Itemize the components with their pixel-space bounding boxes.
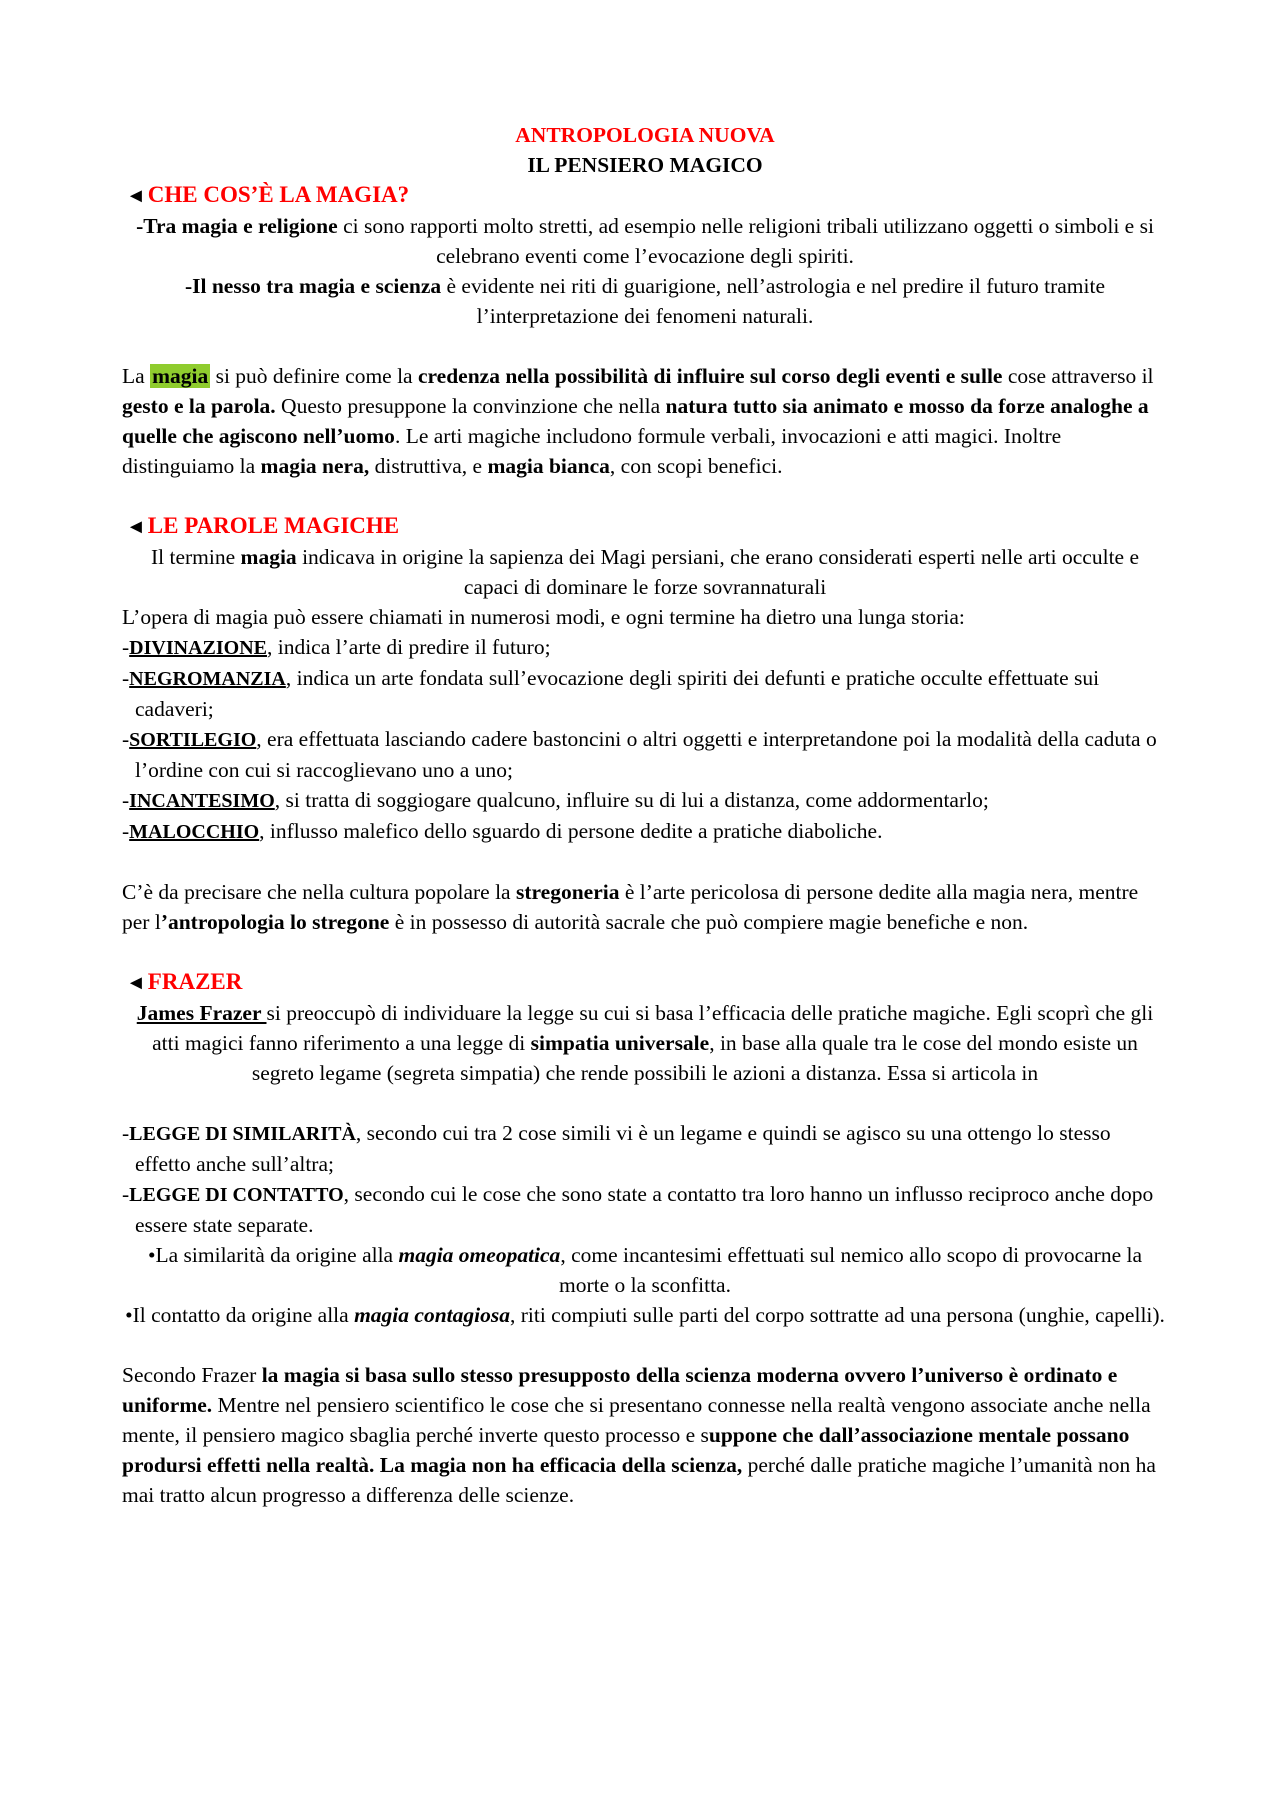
paragraph-termine-magia: Il termine magia indicava in origine la sapienza dei Magi persiani, che erano considerati esperti nelle arti occulte e capaci di dominare le forze sovrannaturali [150, 545, 1140, 599]
list-item-legge-similarita: -LEGGE DI SIMILARITÀ, secondo cui tra 2 cose simili vi è un legame e quindi se agisco su una ottengo lo stesso effetto anche sull’altra; [122, 1121, 1111, 1176]
section-heading-frazer: ◄FRAZER [126, 967, 1168, 998]
section-heading-parole-magiche: ◄LE PAROLE MAGICHE [126, 511, 1168, 542]
bullet-magia-contagiosa: •Il contatto da origine alla magia contagiosa, riti compiuti sulle parti del corpo sottratte ad una persona (unghie, capelli). [125, 1303, 1165, 1327]
list-item-divinazione: -DIVINAZIONE, indica l’arte di predire il futuro; [122, 635, 551, 659]
left-triangle-icon: ◄ [126, 516, 146, 538]
document-body [122, 120, 1168, 1510]
list-item-incantesimo: -INCANTESIMO, si tratta di soggiogare qualcuno, influire su di lui a distanza, come addormentarlo; [122, 788, 989, 812]
list-item-sortilegio: -SORTILEGIO, era effettuata lasciando cadere bastoncini o altri oggetti e interpretandone poi la modalità della caduta o l’ordine con cui si raccoglievano uno a uno; [122, 727, 1157, 782]
list-item-legge-contatto: -LEGGE DI CONTATTO, secondo cui le cose che sono state a contatto tra loro hanno un influsso reciproco anche dopo essere state separate. [122, 1182, 1154, 1237]
paragraph-frazer-intro: James Frazer si preoccupò di individuare la legge su cui si basa l’efficacia delle pratiche magiche. Egli scoprì che gli atti magici fanno riferimento a una legge di simpatia universale, in base alla quale tra le cose del mondo esiste un segreto legame (segreta simpatia) che rende possibili le azioni a distanza. Essa si articola in [136, 1001, 1154, 1085]
paragraph-opera-magia: L’opera di magia può essere chiamati in numerosi modi, e ogni termine ha dietro una lunga storia: [122, 605, 965, 629]
highlighted-word: magia [152, 364, 209, 388]
list-item-malocchio: -MALOCCHIO, influsso malefico dello sguardo di persone dedite a pratiche diaboliche. [122, 819, 883, 843]
left-triangle-icon: ◄ [126, 972, 146, 994]
paragraph-magia-religione: -Tra magia e religione ci sono rapporti molto stretti, ad esempio nelle religioni tribali utilizzano oggetti o simboli e si celebrano eventi come l’evocazione degli spiriti. [136, 214, 1154, 268]
list-item-negromanzia: -NEGROMANZIA, indica un arte fondata sull’evocazione degli spiriti dei defunti e pratiche occulte effettuate sui cadaveri; [122, 666, 1100, 721]
paragraph-frazer-conclusione: Secondo Frazer la magia si basa sullo stesso presupposto della scienza moderna ovvero l’universo è ordinato e uniforme. Mentre nel pensiero scientifico le cose che si presentano connesse nella realtà vengono associate anche nella mente, il pensiero magico sbaglia perché inverte questo processo e suppone che dall’associazione mentale possano prodursi effetti nella realtà. La magia non ha efficacia della scienza, perché dalle pratiche magiche l’umanità non ha mai tratto alcun progresso a differenza delle scienze. [122, 1363, 1156, 1507]
paragraph-magia-scienza: -Il nesso tra magia e scienza è evidente nei riti di guarigione, nell’astrologia e nel predire il futuro tramite l’interpretazione dei fenomeni naturali. [184, 274, 1106, 328]
left-triangle-icon: ◄ [126, 185, 146, 207]
paragraph-definizione-magia: La magia si può definire come la credenza nella possibilità di influire sul corso degli eventi e sulle cose attraverso il gesto e la parola. Questo presuppone la convinzione che nella natura tutto sia animato e mosso da forze analoghe a quelle che agiscono nell’uomo. Le arti magiche includono formule verbali, invocazioni e atti magici. Inoltre distinguiamo la magia nera, distruttiva, e magia bianca, con scopi benefici. [122, 364, 1154, 478]
section-heading-che-cose-la-magia: ◄CHE COS’È LA MAGIA? [126, 180, 1168, 211]
document-title: ANTROPOLOGIA NUOVA [515, 123, 775, 147]
bullet-magia-omeopatica: •La similarità da origine alla magia omeopatica, come incantesimi effettuati sul nemico allo scopo di provocarne la morte o la sconfitta. [147, 1243, 1143, 1297]
document-subtitle: IL PENSIERO MAGICO [527, 153, 763, 177]
paragraph-stregoneria: C’è da precisare che nella cultura popolare la stregoneria è l’arte pericolosa di persone dedite alla magia nera, mentre per l’antropologia lo stregone è in possesso di autorità sacrale che può compiere magie benefiche e non. [122, 880, 1139, 934]
